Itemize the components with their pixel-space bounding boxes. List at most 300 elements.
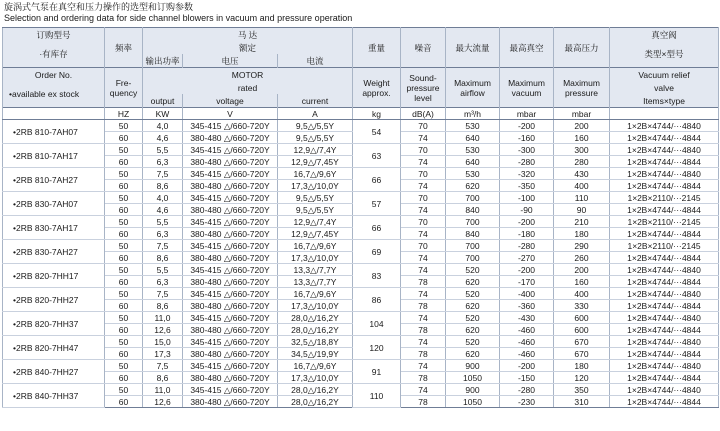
cell-noise: 70 — [401, 120, 446, 132]
cell-order-no: • 2RB 830-7AH07 — [3, 192, 105, 216]
cell-max-vacuum: -170 — [500, 276, 554, 288]
cell-weight: 54 — [353, 120, 401, 144]
cell-relief-valve: 1×2B×4744/···4840 — [610, 360, 719, 372]
cell-noise: 78 — [401, 324, 446, 336]
cell-current: 17,3△/10,0Y — [278, 252, 353, 264]
cell-current: 9,5△/5,5Y — [278, 204, 353, 216]
cell-noise: 74 — [401, 228, 446, 240]
cell-relief-valve: 1×2B×4744/···4844 — [610, 156, 719, 168]
cell-noise: 74 — [401, 156, 446, 168]
header-type-model-cn: 类型×型号 — [610, 41, 719, 68]
cell-voltage: 380-480 △/660-720Y — [183, 204, 278, 216]
cell-max-vacuum: -300 — [500, 144, 554, 156]
cell-max-vacuum: -200 — [500, 120, 554, 132]
cell-relief-valve: 1×2B×4744/···4840 — [610, 384, 719, 396]
cell-relief-valve: 1×2B×4744/···4840 — [610, 168, 719, 180]
cell-relief-valve: 1×2B×4744/···4844 — [610, 324, 719, 336]
cell-max-vacuum: -230 — [500, 396, 554, 408]
cell-max-flow: 900 — [446, 384, 500, 396]
cell-max-pressure: 120 — [554, 372, 610, 384]
cell-current: 9,5△/5,5Y — [278, 132, 353, 144]
cell-noise: 74 — [401, 360, 446, 372]
cell-voltage: 345-415 △/660-720Y — [183, 360, 278, 372]
cell-voltage: 345-415 △/660-720Y — [183, 288, 278, 300]
cell-current: 13,3△/7,7Y — [278, 264, 353, 276]
header-frequency-en-line2: quency — [109, 87, 138, 98]
cell-voltage: 345-415 △/660-720Y — [183, 336, 278, 348]
table-row — [3, 240, 719, 252]
cell-relief-valve: 1×2B×4744/···4844 — [610, 372, 719, 384]
cell-output: 15,0 — [143, 336, 183, 348]
cell-frequency: 60 — [105, 228, 143, 240]
cell-max-vacuum: -460 — [500, 336, 554, 348]
cell-current: 17,3△/10,0Y — [278, 372, 353, 384]
cell-max-vacuum: -200 — [500, 360, 554, 372]
cell-relief-valve: 1×2B×4744/···4844 — [610, 396, 719, 408]
cell-frequency: 60 — [105, 372, 143, 384]
unit-frequency: HZ — [105, 108, 143, 120]
cell-max-flow: 1050 — [446, 372, 500, 384]
cell-max-vacuum: -280 — [500, 384, 554, 396]
cell-relief-valve: 1×2B×4744/···4840 — [610, 120, 719, 132]
cell-relief-valve: 1×2B×4744/···4840 — [610, 312, 719, 324]
cell-output: 6,3 — [143, 228, 183, 240]
cell-max-flow: 520 — [446, 336, 500, 348]
cell-frequency: 60 — [105, 180, 143, 192]
cell-frequency: 50 — [105, 312, 143, 324]
cell-frequency: 50 — [105, 336, 143, 348]
header-max-vacuum-en-line1: Maximum — [508, 77, 545, 88]
cell-max-vacuum: -280 — [500, 240, 554, 252]
cell-order-no: • 2RB 830-7AH27 — [3, 240, 105, 264]
header-motor-cn: 马 达 — [143, 28, 353, 42]
cell-voltage: 345-415 △/660-720Y — [183, 264, 278, 276]
cell-output: 12,6 — [143, 324, 183, 336]
cell-noise: 78 — [401, 372, 446, 384]
cell-max-vacuum: -270 — [500, 252, 554, 264]
cell-noise: 70 — [401, 216, 446, 228]
cell-relief-valve: 1×2B×2110/···2145 — [610, 240, 719, 252]
header-max-vacuum-en-line2: vacuum — [511, 87, 542, 98]
cell-current: 16,7△/9,6Y — [278, 360, 353, 372]
cell-max-flow: 620 — [446, 180, 500, 192]
cell-max-vacuum: -100 — [500, 192, 554, 204]
cell-max-pressure: 160 — [554, 276, 610, 288]
header-max-pressure-en — [554, 68, 610, 108]
cell-output: 12,6 — [143, 396, 183, 408]
cell-max-vacuum: -360 — [500, 300, 554, 312]
cell-max-pressure: 210 — [554, 216, 610, 228]
cell-order-no: • 2RB 810-7AH27 — [3, 168, 105, 192]
header-relief-cn: 真空阀 — [610, 28, 719, 42]
cell-frequency: 60 — [105, 252, 143, 264]
cell-max-flow: 700 — [446, 192, 500, 204]
cell-frequency: 50 — [105, 264, 143, 276]
header-frequency-cn: 频率 — [105, 28, 143, 68]
cell-frequency: 50 — [105, 120, 143, 132]
cell-voltage: 345-415 △/660-720Y — [183, 312, 278, 324]
header-max-flow-en-line1: Maximum — [454, 77, 491, 88]
cell-output: 7,5 — [143, 360, 183, 372]
cell-max-vacuum: -320 — [500, 168, 554, 180]
cell-weight: 66 — [353, 216, 401, 240]
cell-output: 8,6 — [143, 372, 183, 384]
cell-order-no: • 2RB 820-7HH47 — [3, 336, 105, 360]
cell-noise: 78 — [401, 396, 446, 408]
cell-current: 17,3△/10,0Y — [278, 180, 353, 192]
cell-weight: 120 — [353, 336, 401, 360]
cell-max-vacuum: -460 — [500, 348, 554, 360]
cell-frequency: 60 — [105, 348, 143, 360]
table-row — [3, 216, 719, 228]
unit-power: KW — [143, 108, 183, 120]
cell-voltage: 380-480 △/660-720Y — [183, 324, 278, 336]
cell-voltage: 345-415 △/660-720Y — [183, 192, 278, 204]
cell-relief-valve: 1×2B×4744/···4844 — [610, 348, 719, 360]
header-max-pressure-en-line1: Maximum — [563, 77, 600, 88]
cell-relief-valve: 1×2B×4744/···4844 — [610, 228, 719, 240]
cell-voltage: 345-415 △/660-720Y — [183, 240, 278, 252]
blower-spec-table — [2, 27, 719, 408]
cell-order-no: • 2RB 840-7HH37 — [3, 384, 105, 408]
unit-pressure: mbar — [554, 108, 610, 120]
cell-output: 7,5 — [143, 288, 183, 300]
cell-current: 9,5△/5,5Y — [278, 120, 353, 132]
cell-frequency: 60 — [105, 324, 143, 336]
cell-output: 4,0 — [143, 120, 183, 132]
cell-max-pressure: 200 — [554, 264, 610, 276]
cell-max-vacuum: -430 — [500, 312, 554, 324]
title-chinese: 旋涡式气泵在真空和压力操作的选型和订购参数 — [4, 2, 194, 12]
header-noise-en-line2: pressure — [406, 82, 440, 93]
header-max-pressure-en-line2: pressure — [564, 87, 599, 98]
cell-max-pressure: 280 — [554, 156, 610, 168]
header-stock-en: •available ex stock — [3, 81, 105, 108]
cell-current: 12,9△/7,4Y — [278, 144, 353, 156]
unit-voltage: V — [183, 108, 278, 120]
header-output-cn: 输出功率 — [143, 54, 183, 68]
cell-voltage: 380-480 △/660-720Y — [183, 348, 278, 360]
cell-max-flow: 530 — [446, 120, 500, 132]
header-max-pressure-cn: 最高压力 — [554, 28, 610, 68]
unit-noise: dB(A) — [401, 108, 446, 120]
cell-weight: 91 — [353, 360, 401, 384]
cell-max-flow: 620 — [446, 300, 500, 312]
cell-voltage: 345-415 △/660-720Y — [183, 120, 278, 132]
cell-current: 12,9△/7,45Y — [278, 156, 353, 168]
cell-weight: 83 — [353, 264, 401, 288]
cell-max-vacuum: -90 — [500, 204, 554, 216]
cell-voltage: 345-415 △/660-720Y — [183, 216, 278, 228]
cell-current: 28,0△/16,2Y — [278, 384, 353, 396]
cell-voltage: 380-480 △/660-720Y — [183, 396, 278, 408]
cell-max-pressure: 90 — [554, 204, 610, 216]
table-row — [3, 120, 719, 132]
cell-relief-valve: 1×2B×4744/···4844 — [610, 276, 719, 288]
header-relief-en-valve: valve — [610, 81, 719, 94]
cell-max-pressure: 200 — [554, 120, 610, 132]
cell-max-vacuum: -180 — [500, 228, 554, 240]
cell-relief-valve: 1×2B×4744/···4844 — [610, 180, 719, 192]
table-row — [3, 312, 719, 324]
cell-max-pressure: 400 — [554, 288, 610, 300]
table-row — [3, 168, 719, 180]
cell-voltage: 380-480 △/660-720Y — [183, 180, 278, 192]
cell-frequency: 50 — [105, 168, 143, 180]
cell-max-flow: 640 — [446, 156, 500, 168]
cell-weight: 69 — [353, 240, 401, 264]
cell-current: 28,0△/16,2Y — [278, 396, 353, 408]
cell-noise: 74 — [401, 336, 446, 348]
cell-frequency: 50 — [105, 384, 143, 396]
header-rated-en: rated — [143, 81, 353, 94]
cell-max-pressure: 110 — [554, 192, 610, 204]
cell-max-flow: 520 — [446, 264, 500, 276]
cell-current: 9,5△/5,5Y — [278, 192, 353, 204]
cell-output: 11,0 — [143, 312, 183, 324]
cell-current: 34,5△/19,9Y — [278, 348, 353, 360]
header-max-vacuum-cn: 最高真空 — [500, 28, 554, 68]
cell-weight: 86 — [353, 288, 401, 312]
header-motor-en: MOTOR — [143, 68, 353, 82]
cell-frequency: 50 — [105, 216, 143, 228]
cell-order-no: • 2RB 830-7AH17 — [3, 216, 105, 240]
cell-voltage: 345-415 △/660-720Y — [183, 384, 278, 396]
header-noise-en-line1: Sound- — [409, 72, 437, 83]
header-en-row-1 — [3, 68, 719, 82]
cell-max-flow: 700 — [446, 252, 500, 264]
cell-voltage: 380-480 △/660-720Y — [183, 252, 278, 264]
cell-max-pressure: 180 — [554, 360, 610, 372]
header-output-en: output — [143, 94, 183, 108]
unit-weight: kg — [353, 108, 401, 120]
cell-max-flow: 840 — [446, 228, 500, 240]
table-row — [3, 288, 719, 300]
cell-weight: 104 — [353, 312, 401, 336]
cell-max-vacuum: -400 — [500, 288, 554, 300]
cell-frequency: 60 — [105, 204, 143, 216]
cell-current: 12,9△/7,4Y — [278, 216, 353, 228]
cell-weight: 63 — [353, 144, 401, 168]
cell-order-no: • 2RB 820-7HH37 — [3, 312, 105, 336]
cell-current: 16,7△/9,6Y — [278, 240, 353, 252]
cell-order-no: • 2RB 810-7AH17 — [3, 144, 105, 168]
cell-noise: 70 — [401, 144, 446, 156]
cell-output: 4,6 — [143, 132, 183, 144]
cell-frequency: 50 — [105, 288, 143, 300]
cell-output: 7,5 — [143, 168, 183, 180]
cell-voltage: 345-415 △/660-720Y — [183, 168, 278, 180]
cell-output: 7,5 — [143, 240, 183, 252]
cell-max-vacuum: -200 — [500, 216, 554, 228]
cell-relief-valve: 1×2B×4744/···4840 — [610, 288, 719, 300]
cell-noise: 74 — [401, 288, 446, 300]
cell-voltage: 380-480 △/660-720Y — [183, 372, 278, 384]
cell-weight: 66 — [353, 168, 401, 192]
cell-relief-valve: 1×2B×4744/···4844 — [610, 132, 719, 144]
header-current-en: current — [278, 94, 353, 108]
cell-output: 8,6 — [143, 180, 183, 192]
cell-max-flow: 620 — [446, 276, 500, 288]
cell-max-pressure: 260 — [554, 252, 610, 264]
unit-vacuum: mbar — [500, 108, 554, 120]
header-noise-cn: 噪音 — [401, 28, 446, 68]
table-row — [3, 192, 719, 204]
header-voltage-en: voltage — [183, 94, 278, 108]
header-weight-en-line2: approx. — [362, 87, 391, 98]
cell-max-pressure: 300 — [554, 144, 610, 156]
cell-order-no: • 2RB 820-7HH17 — [3, 264, 105, 288]
cell-max-flow: 520 — [446, 312, 500, 324]
cell-noise: 78 — [401, 300, 446, 312]
cell-max-vacuum: -350 — [500, 180, 554, 192]
table-row — [3, 360, 719, 372]
cell-voltage: 380-480 △/660-720Y — [183, 228, 278, 240]
header-noise-en-line3: level — [414, 92, 432, 103]
header-max-vacuum-en — [500, 68, 554, 108]
table-row — [3, 264, 719, 276]
cell-max-pressure: 180 — [554, 228, 610, 240]
cell-max-flow: 520 — [446, 288, 500, 300]
cell-relief-valve: 1×2B×2110/···2145 — [610, 216, 719, 228]
header-weight-en — [353, 68, 401, 108]
cell-max-flow: 530 — [446, 144, 500, 156]
cell-max-vacuum: -280 — [500, 156, 554, 168]
cell-output: 4,6 — [143, 204, 183, 216]
cell-output: 17,3 — [143, 348, 183, 360]
cell-max-pressure: 350 — [554, 384, 610, 396]
cell-max-pressure: 330 — [554, 300, 610, 312]
cell-current: 16,7△/9,6Y — [278, 168, 353, 180]
cell-max-pressure: 600 — [554, 324, 610, 336]
cell-max-flow: 620 — [446, 324, 500, 336]
header-order-no-en: Order No. — [3, 68, 105, 82]
cell-noise: 74 — [401, 384, 446, 396]
cell-relief-valve: 1×2B×4744/···4844 — [610, 252, 719, 264]
cell-max-flow: 620 — [446, 348, 500, 360]
cell-max-vacuum: -150 — [500, 372, 554, 384]
header-weight-en-line1: Weight — [363, 77, 390, 88]
cell-max-flow: 840 — [446, 204, 500, 216]
cell-output: 8,6 — [143, 300, 183, 312]
header-frequency-en-line1: Fre- — [115, 77, 132, 88]
cell-relief-valve: 1×2B×4744/···4844 — [610, 300, 719, 312]
cell-current: 28,0△/16,2Y — [278, 312, 353, 324]
cell-voltage: 380-480 △/660-720Y — [183, 276, 278, 288]
cell-max-vacuum: -460 — [500, 324, 554, 336]
cell-output: 5,5 — [143, 144, 183, 156]
cell-noise: 74 — [401, 252, 446, 264]
cell-max-vacuum: -200 — [500, 264, 554, 276]
document-header — [4, 2, 716, 24]
header-voltage-cn: 电压 — [183, 54, 278, 68]
table-row — [3, 336, 719, 348]
cell-weight: 57 — [353, 192, 401, 216]
cell-max-flow: 900 — [446, 360, 500, 372]
cell-voltage: 345-415 △/660-720Y — [183, 144, 278, 156]
cell-weight: 110 — [353, 384, 401, 408]
cell-output: 11,0 — [143, 384, 183, 396]
unit-current: A — [278, 108, 353, 120]
units-order-blank — [3, 108, 105, 120]
cell-output: 5,5 — [143, 216, 183, 228]
cell-order-no: • 2RB 820-7HH27 — [3, 288, 105, 312]
header-stock-cn: ·有库存 — [3, 41, 105, 68]
cell-frequency: 60 — [105, 276, 143, 288]
header-weight-cn: 重量 — [353, 28, 401, 68]
header-items-type-en: Items×type — [610, 94, 719, 108]
header-max-flow-en — [446, 68, 500, 108]
cell-order-no: • 2RB 840-7HH27 — [3, 360, 105, 384]
cell-noise: 74 — [401, 312, 446, 324]
cell-current: 13,3△/7,7Y — [278, 276, 353, 288]
cell-frequency: 60 — [105, 156, 143, 168]
cell-frequency: 60 — [105, 300, 143, 312]
cell-voltage: 380-480 △/660-720Y — [183, 156, 278, 168]
cell-max-flow: 1050 — [446, 396, 500, 408]
cell-output: 5,5 — [143, 264, 183, 276]
title-english: Selection and ordering data for side channel blowers in vacuum and pressure operation — [4, 13, 353, 23]
cell-max-flow: 700 — [446, 216, 500, 228]
unit-flow: m³/h — [446, 108, 500, 120]
cell-max-pressure: 670 — [554, 336, 610, 348]
cell-voltage: 380-480 △/660-720Y — [183, 300, 278, 312]
cell-frequency: 50 — [105, 240, 143, 252]
cell-relief-valve: 1×2B×4744/···4840 — [610, 336, 719, 348]
cell-output: 4,0 — [143, 192, 183, 204]
cell-frequency: 50 — [105, 192, 143, 204]
cell-frequency: 60 — [105, 132, 143, 144]
table-row — [3, 384, 719, 396]
cell-frequency: 60 — [105, 396, 143, 408]
cell-max-flow: 700 — [446, 240, 500, 252]
table-body — [3, 28, 719, 408]
cell-output: 6,3 — [143, 156, 183, 168]
cell-max-pressure: 600 — [554, 312, 610, 324]
cell-max-pressure: 160 — [554, 132, 610, 144]
table-row — [3, 144, 719, 156]
cell-max-flow: 640 — [446, 132, 500, 144]
cell-noise: 74 — [401, 264, 446, 276]
cell-max-pressure: 400 — [554, 180, 610, 192]
header-order-no-cn: 订购型号 — [3, 28, 105, 42]
cell-relief-valve: 1×2B×4744/···4840 — [610, 264, 719, 276]
cell-current: 12,9△/7,45Y — [278, 228, 353, 240]
cell-max-pressure: 430 — [554, 168, 610, 180]
cell-noise: 74 — [401, 132, 446, 144]
cell-noise: 74 — [401, 180, 446, 192]
header-rated-cn: 额定 — [143, 41, 353, 54]
header-noise-en — [401, 68, 446, 108]
header-max-flow-cn: 最大流量 — [446, 28, 500, 68]
cell-frequency: 50 — [105, 360, 143, 372]
cell-max-pressure: 310 — [554, 396, 610, 408]
header-frequency-en — [105, 68, 143, 108]
cell-noise: 70 — [401, 168, 446, 180]
cell-frequency: 50 — [105, 144, 143, 156]
cell-current: 17,3△/10,0Y — [278, 300, 353, 312]
cell-noise: 70 — [401, 240, 446, 252]
cell-output: 8,6 — [143, 252, 183, 264]
cell-order-no: • 2RB 810-7AH07 — [3, 120, 105, 144]
cell-output: 6,3 — [143, 276, 183, 288]
units-valve-blank — [610, 108, 719, 120]
header-relief-en: Vacuum relief — [610, 68, 719, 82]
cell-relief-valve: 1×2B×4744/···4840 — [610, 144, 719, 156]
cell-relief-valve: 1×2B×2110/···2145 — [610, 192, 719, 204]
cell-current: 32,5△/18,8Y — [278, 336, 353, 348]
cell-max-flow: 530 — [446, 168, 500, 180]
